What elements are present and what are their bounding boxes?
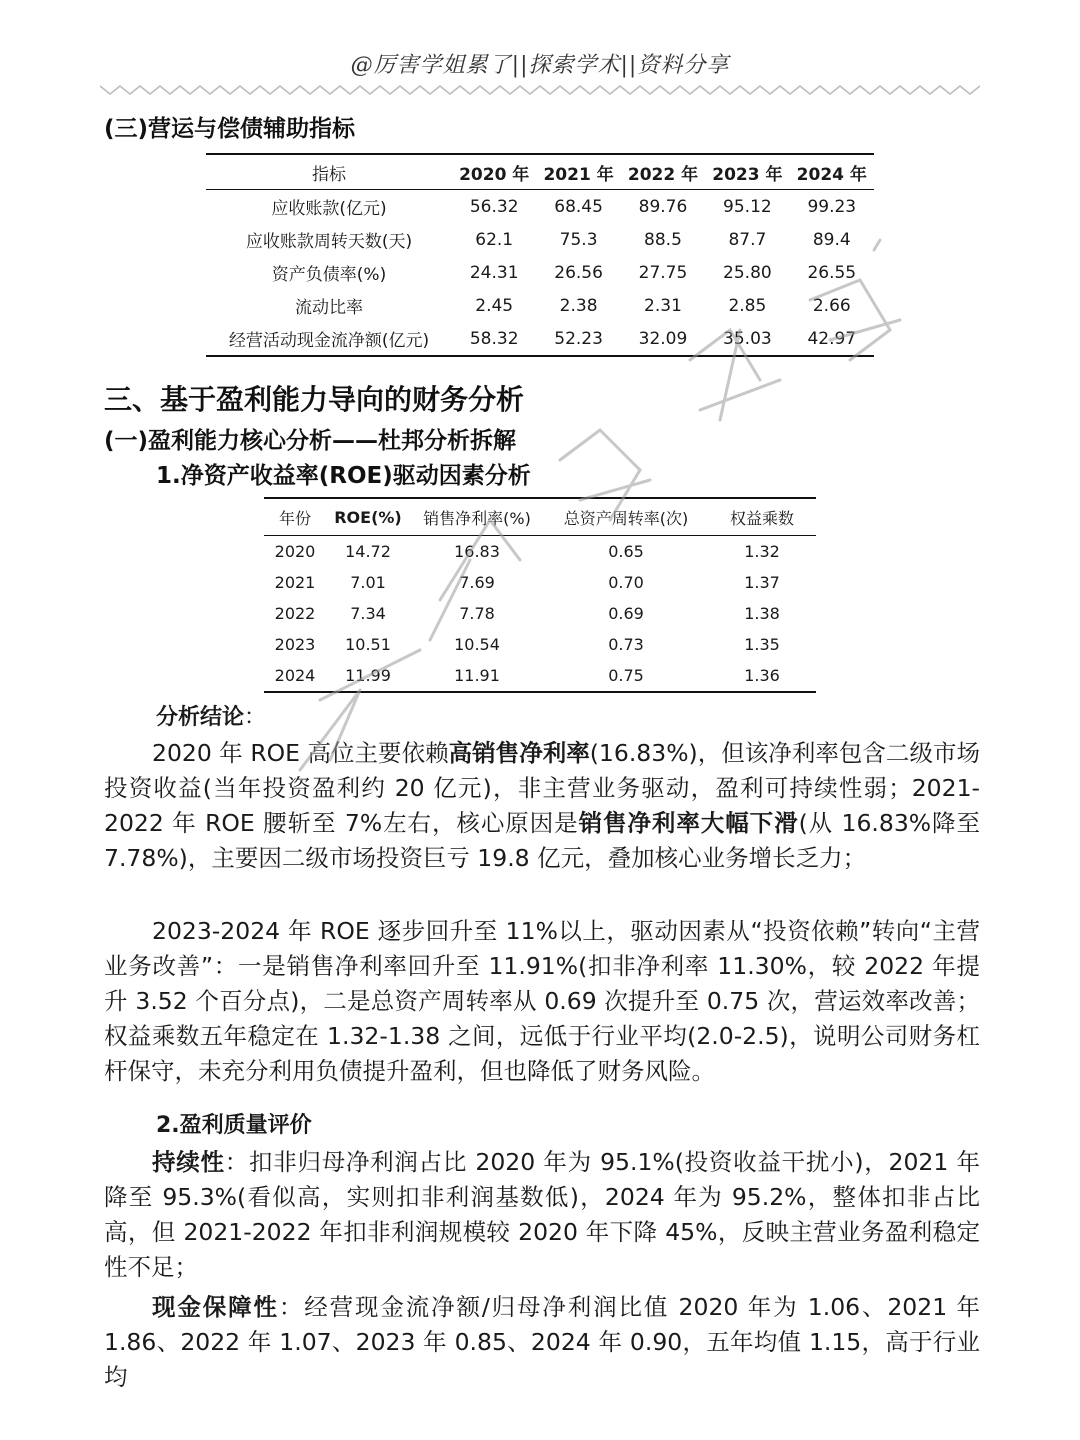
- table-row: [206, 190, 874, 224]
- table-cell: 10.51: [345, 635, 391, 654]
- table-cell: 35.03: [705, 322, 789, 356]
- table-cell: 应收账款(亿元): [271, 199, 387, 219]
- table-header-cell: 权益乘数: [708, 498, 816, 536]
- section3-title: 三、基于盈利能力导向的财务分析: [104, 383, 525, 416]
- table-header-cell: 销售净利率(%): [410, 498, 544, 536]
- cash-coverage-label: 现金保障性: [152, 1293, 279, 1321]
- conclusion-label-text: 分析结论: [156, 705, 245, 730]
- p1-text-c: (16.83%)，但该净利率包含二级市场投资收益(当年投资盈利约 20 亿元)，非主营业务驱动，盈利可持续性弱；2021-2022 年 ROE 腰斩至 7%左右，核心原因是: [104, 739, 980, 837]
- table-cell: 62.1: [475, 229, 514, 250]
- table-cell: 26.55: [807, 262, 857, 283]
- table-cell: 52.23: [536, 322, 620, 356]
- table-header-cell: 总资产周转率(次): [544, 498, 708, 536]
- table-row: [206, 289, 874, 322]
- table-cell: 应收账款周转天数(天): [245, 232, 413, 252]
- conclusion-label-colon: ：: [244, 705, 267, 730]
- table-header-cell: 指标: [206, 154, 452, 190]
- table-cell: 0.69: [608, 604, 644, 623]
- table-cell: 26.56: [554, 262, 603, 283]
- table-cell: 2.31: [644, 295, 682, 316]
- table-row: [206, 223, 874, 256]
- table-header-row: [206, 154, 874, 190]
- table-header-cell: 2023 年: [705, 154, 789, 190]
- table-cell: 89.4: [812, 229, 851, 250]
- table-row: [264, 660, 816, 692]
- table-row: [206, 256, 874, 289]
- table-cell: 7.69: [459, 573, 495, 592]
- table-cell: 资产负债率(%): [271, 265, 387, 285]
- table-cell: 95.12: [723, 196, 772, 217]
- table-row: [264, 567, 816, 598]
- table-cell: 流动比率: [295, 298, 363, 318]
- table-header-cell: 2021 年: [536, 154, 620, 190]
- table-row: [264, 598, 816, 629]
- table-cell: 0.70: [608, 573, 644, 592]
- table-cell: 42.97: [790, 322, 874, 356]
- table-cell: 2020: [274, 542, 316, 561]
- table-cell: 2.45: [475, 295, 514, 316]
- table-cell: 16.83: [454, 542, 500, 561]
- table-cell: 2021: [274, 573, 316, 592]
- table-header-cell: 2022 年: [621, 154, 705, 190]
- sustainability-text: ：扣非归母净利润占比 2020 年为 95.1%(投资收益干扰小)，2021 年降至 95.3%(看似高，实则扣非利润基数低)，2024 年为 95.2%，整体扣非占比高，但 2021-2022 年扣非利润规模较 2020 年下降 45%，反映主营业务盈利稳定性不足；: [104, 1148, 981, 1281]
- table-cell: 1.37: [744, 573, 780, 592]
- cash-coverage-text: ：经营现金流净额/归母净利润比值 2020 年为 1.06、2021 年 1.86、2022 年 1.07、2023 年 0.85、2024 年 0.90，五年均值 1.15，高于行业均: [104, 1293, 981, 1391]
- table-cell: 58.32: [452, 322, 536, 356]
- p1-text-e: (从 16.83%降至 7.78%)，主要因二级市场投资巨亏 19.8 亿元，叠加核心业务增长乏力；: [104, 809, 981, 872]
- table-cell: 27.75: [638, 262, 688, 283]
- section3-sub1-title: (一)盈利能力核心分析——杜邦分析拆解: [104, 428, 517, 454]
- header-zigzag-divider: [100, 82, 980, 98]
- table-cell: 2023: [274, 635, 316, 654]
- table-cell: 56.32: [469, 196, 519, 217]
- table-cell: 88.5: [644, 229, 682, 250]
- table-cell: 10.54: [454, 635, 500, 654]
- table-header-cell: 2024 年: [790, 154, 874, 190]
- table-cell: 0.65: [608, 542, 644, 561]
- table-cell: 经营活动现金流净额(亿元): [206, 322, 452, 356]
- p1-text-a: 2020 年 ROE 高位主要依赖: [152, 739, 449, 767]
- table-cell: 87.7: [728, 229, 767, 250]
- table-cell: 0.73: [608, 635, 644, 654]
- cash-coverage-paragraph: [104, 1290, 980, 1395]
- ops-indicator-table: [206, 153, 874, 357]
- conclusion-paragraph-2: 2023-2024 年 ROE 逐步回升至 11%以上，驱动因素从“投资依赖”转向“主营业务改善”：一是销售净利率回升至 11.91%(扣非净利率 11.30%，较 2022 年提升 3.52 个百分点)，二是总资产周转率从 0.69 次提升至 0.75 次，营运效率改善；权益乘数五年稳定在 1.32-1.38 之间，远低于行业平均(2.0-2.5)，说明公司财务杠杆保守，未充分利用负债提升盈利，但也降低了财务风险。: [104, 917, 980, 1085]
- table-cell: 7.01: [350, 573, 386, 592]
- table-cell: 2.66: [812, 295, 851, 316]
- table-cell: 99.23: [807, 196, 857, 217]
- roe-analysis-title: 1.净资产收益率(ROE)驱动因素分析: [156, 463, 531, 489]
- table-cell: 14.72: [345, 542, 391, 561]
- table-cell: 11.99: [326, 660, 410, 692]
- sustainability-label: 持续性: [152, 1148, 225, 1176]
- table-cell: 32.09: [621, 322, 705, 356]
- table-cell: 89.76: [638, 196, 688, 217]
- roe-dupont-table: [264, 497, 816, 693]
- table-row: [264, 536, 816, 568]
- sustainability-paragraph: [104, 1145, 980, 1285]
- table-cell: 24.31: [469, 262, 519, 283]
- table-row: [206, 322, 874, 356]
- table-cell: 68.45: [554, 196, 603, 217]
- p1-highlight-margin: 高销售净利率: [448, 739, 590, 767]
- table-cell: 1.38: [744, 604, 780, 623]
- ops-section-title: (三)营运与偿债辅助指标: [104, 116, 356, 142]
- table-header-row: [264, 498, 816, 536]
- table-cell: 2022: [274, 604, 316, 623]
- table-cell: 7.34: [350, 604, 386, 623]
- earnings-quality-title: 2.盈利质量评价: [156, 1113, 312, 1138]
- table-cell: 1.36: [708, 660, 816, 692]
- table-row: [264, 629, 816, 660]
- table-cell: 2.85: [728, 295, 767, 316]
- table-header-cell: ROE(%): [326, 498, 410, 536]
- table-cell: 1.35: [744, 635, 780, 654]
- table-cell: 1.32: [744, 542, 780, 561]
- p1-highlight-decline: 销售净利率大幅下滑: [578, 809, 799, 837]
- table-cell: 2024: [264, 660, 326, 692]
- conclusion-label: [156, 700, 266, 731]
- table-cell: 0.75: [544, 660, 708, 692]
- table-header-cell: 2020 年: [452, 154, 536, 190]
- table-cell: 7.78: [459, 604, 495, 623]
- page-header: @厉害学姐累了||探索学术||资料分享: [350, 53, 730, 78]
- table-cell: 2.38: [559, 295, 598, 316]
- table-cell: 25.80: [723, 262, 772, 283]
- table-header-cell: 年份: [264, 498, 326, 536]
- conclusion-paragraph-1: [104, 736, 980, 876]
- table-cell: 11.91: [410, 660, 544, 692]
- table-cell: 75.3: [559, 229, 598, 250]
